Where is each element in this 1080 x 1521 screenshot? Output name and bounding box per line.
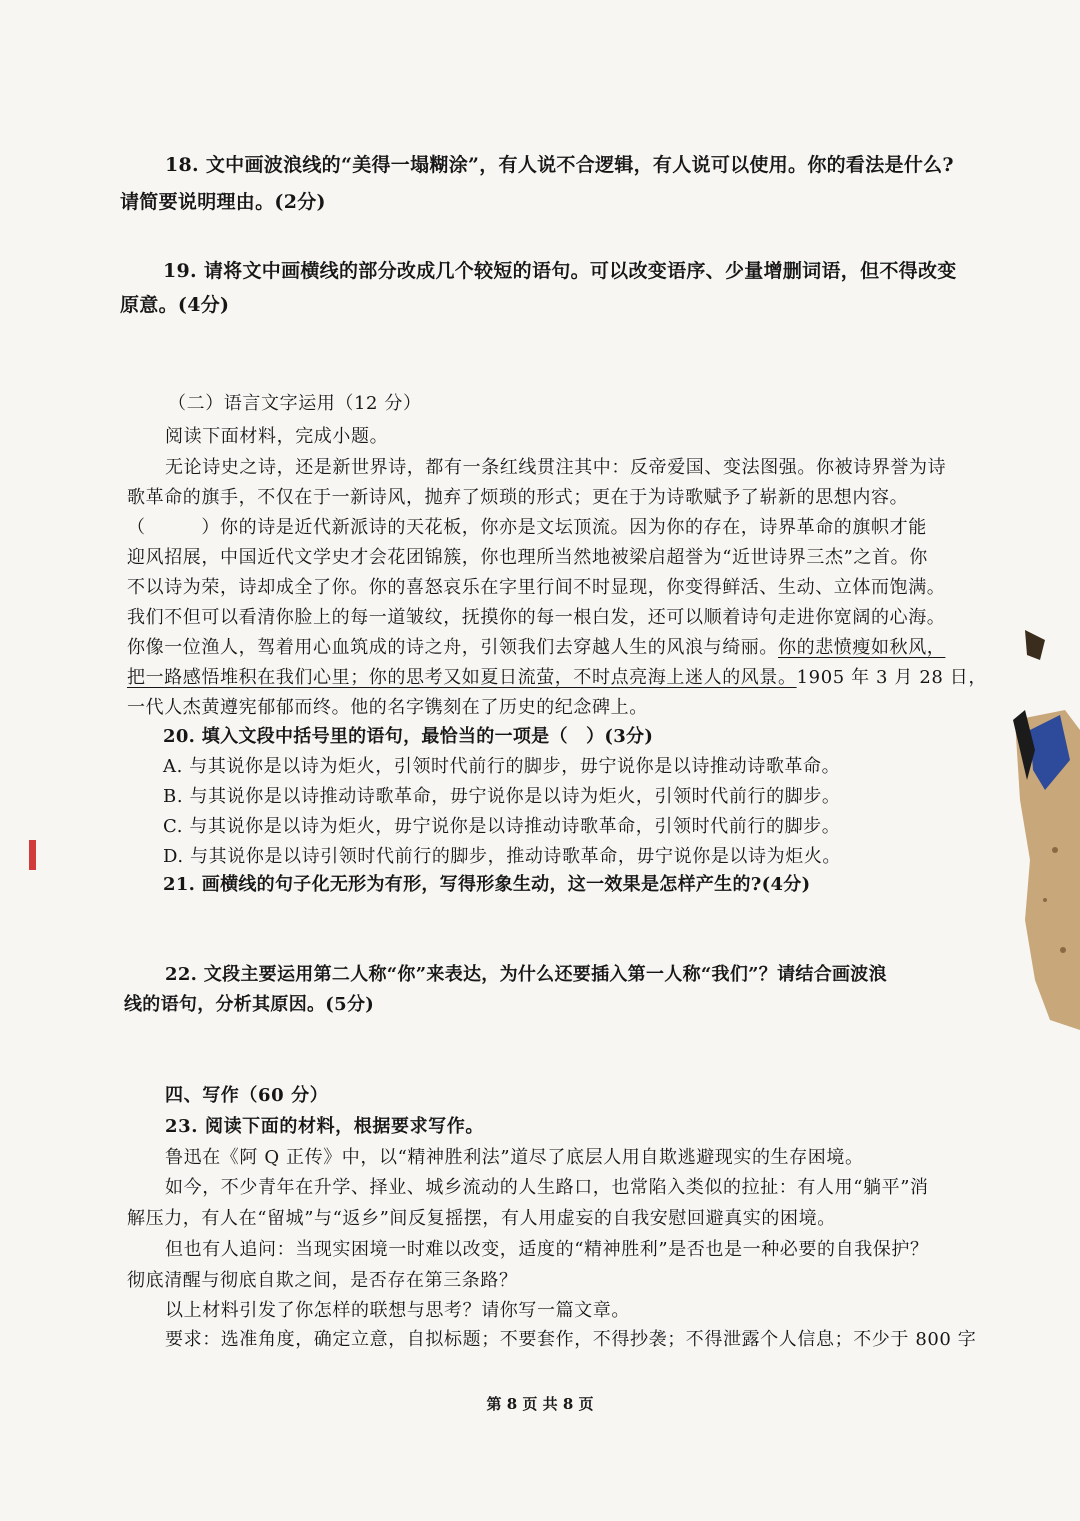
material-line-5: 彻底清醒与彻底自欺之间，是否存在第三条路？ [127, 1270, 518, 1291]
q22-line2: 线的语句，分析其原因。(5分) [124, 994, 375, 1015]
passage-line-4: 迎风招展，中国近代文学史才会花团锦簇，你也理所当然地被梁启超誉为“近世诗界三杰”之首。你 [127, 547, 928, 568]
q19-line2: 原意。(4分) [120, 294, 230, 316]
q20-option-d: D. 与其说你是以诗引领时代前行的脚步，推动诗歌革命，毋宁说你是以诗为炬火。 [163, 846, 842, 867]
q19-line1: 19. 请将文中画横线的部分改成几个较短的语句。可以改变语序、少量增删词语，但不得改变 [163, 260, 957, 282]
section4-heading: 四、写作（60 分） [165, 1085, 329, 1106]
underlined-sentence-part1: 你的悲愤瘦如秋风， [778, 637, 946, 658]
underlined-sentence-part2: 把一路感悟堆积在我们心里；你的思考又如夏日流萤，不时点亮海上迷人的风景。 [127, 667, 797, 688]
passage-line-2: 歌革命的旗手，不仅在于一新诗风，抛弃了烦琐的形式；更在于为诗歌赋予了崭新的思想内容。 [127, 487, 909, 508]
paper-stain-graphic [1005, 620, 1080, 1040]
passage-date: 1905 年 3 月 28 日， [796, 667, 987, 688]
section2-heading: （二）语言文字运用（12 分） [168, 393, 422, 414]
passage-line-5: 不以诗为荣，诗却成全了你。你的喜怒哀乐在字里行间不时显现，你变得鲜活、生动、立体而饱满。 [127, 577, 946, 598]
q20-option-b: B. 与其说你是以诗推动诗歌革命，毋宁说你是以诗为炬火，引领时代前行的脚步。 [163, 786, 841, 807]
q20-stem: 20. 填入文段中括号里的语句，最恰当的一项是（ ）(3分) [163, 726, 654, 747]
material-line-4: 但也有人追问：当现实困境一时难以改变，适度的“精神胜利”是否也是一种必要的自我保护？ [165, 1239, 929, 1260]
passage-line-8 [127, 663, 987, 689]
q21-stem: 21. 画横线的句子化无形为有形，写得形象生动，这一效果是怎样产生的?(4分) [163, 874, 811, 895]
passage-line-6: 我们不但可以看清你脸上的每一道皱纹，抚摸你的每一根白发，还可以顺着诗句走进你宽阔的心海。 [127, 607, 946, 628]
material-line-6: 以上材料引发了你怎样的联想与思考？请你写一篇文章。 [165, 1300, 630, 1321]
q18-line1: 18. 文中画波浪线的“美得一塌糊涂”，有人说不合逻辑，有人说可以使用。你的看法是什么? [165, 154, 954, 176]
q18-line2: 请简要说明理由。(2分) [120, 191, 326, 213]
passage-line-1: 无论诗史之诗，还是新世界诗，都有一条红线贯注其中：反帝爱国、变法图强。你被诗界誉为诗 [165, 457, 947, 478]
q20-option-a: A. 与其说你是以诗为炬火，引领时代前行的脚步，毋宁说你是以诗推动诗歌革命。 [163, 756, 841, 777]
material-line-2: 如今，不少青年在升学、择业、城乡流动的人生路口，也常陷入类似的拉扯：有人用“躺平”消 [165, 1177, 929, 1198]
section2-instruction: 阅读下面材料，完成小题。 [165, 426, 389, 447]
passage-line-7 [127, 633, 945, 659]
passage-line-7-text: 你像一位渔人，驾着用心血筑成的诗之舟，引领我们去穿越人生的风浪与绮丽。 [127, 637, 778, 658]
passage-line-9: 一代人杰黄遵宪郁郁而终。他的名字镌刻在了历史的纪念碑上。 [127, 697, 648, 718]
page-footer: 第 8 页 共 8 页 [486, 1395, 594, 1413]
writing-requirements: 要求：选准角度，确定立意，自拟标题；不要套作，不得抄袭；不得泄露个人信息；不少于 800 字 [165, 1329, 977, 1350]
q23-stem: 23. 阅读下面的材料，根据要求写作。 [165, 1116, 484, 1137]
passage-line-3: （ ）你的诗是近代新派诗的天花板，你亦是文坛顶流。因为你的存在，诗界革命的旗帜才能 [127, 517, 927, 538]
q22-line1: 22. 文段主要运用第二人称“你”来表达，为什么还要插入第一人称“我们”？请结合画波浪 [165, 964, 887, 985]
material-line-3: 解压力，有人在“留城”与“返乡”间反复摇摆，有人用虚妄的自我安慰回避真实的困境。 [127, 1208, 836, 1229]
red-mark-graphic [28, 838, 38, 872]
material-line-1: 鲁迅在《阿 Q 正传》中，以“精神胜利法”道尽了底层人用自欺逃避现实的生存困境。 [165, 1147, 864, 1168]
q20-option-c: C. 与其说你是以诗为炬火，毋宁说你是以诗推动诗歌革命，引领时代前行的脚步。 [163, 816, 841, 837]
